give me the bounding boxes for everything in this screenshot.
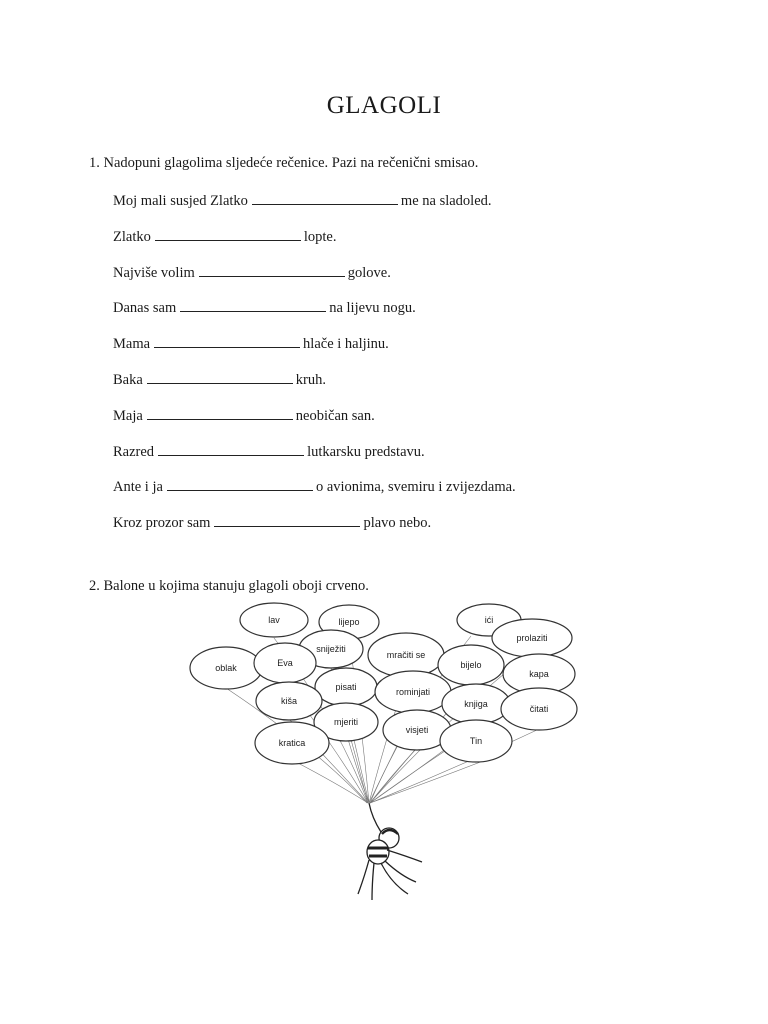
sentence-text-before: Moj mali susjed Zlatko: [113, 193, 248, 209]
balloon-lav[interactable]: [240, 603, 308, 637]
balloon-illustration: [186, 598, 584, 914]
task-2-instruction: 2. Balone u kojima stanuju glagoli oboji crveno.: [89, 578, 369, 594]
sentence-text-before: Danas sam: [113, 300, 177, 317]
balloon-prolaziti[interactable]: [492, 619, 572, 657]
sentence-text-before: Mama: [113, 336, 151, 353]
sentence-1: [113, 191, 516, 227]
balloon-label: rominjati: [395, 687, 431, 697]
balloon-oblak[interactable]: [190, 647, 262, 689]
sentence-6: [113, 370, 516, 406]
sentence-3: [113, 263, 516, 299]
balloon-label: oblak: [215, 663, 237, 673]
balloon-label: bijelo: [460, 660, 482, 670]
balloon-mraciti-se[interactable]: [368, 633, 444, 677]
balloon-label: kapa: [529, 669, 549, 679]
balloon-label: ići: [484, 615, 494, 625]
balloon-citati[interactable]: [501, 688, 577, 730]
child-figure-icon: [358, 803, 422, 900]
balloon-bijelo[interactable]: [438, 645, 504, 685]
page-title: GLAGOLI: [326, 92, 442, 119]
balloon-pisati[interactable]: [315, 668, 377, 706]
answer-blank[interactable]: [252, 191, 398, 205]
sentence-5: [113, 334, 516, 370]
balloon-label: lijepo: [338, 617, 360, 627]
balloon-label: kiša: [280, 696, 298, 706]
balloon-label: Tin: [469, 736, 483, 746]
sentence-text-after: hlače i haljinu.: [303, 336, 389, 353]
answer-blank[interactable]: [214, 513, 360, 527]
sentence-text-after: na lijevu nogu.: [329, 300, 416, 317]
sentence-text-after: golove.: [347, 264, 391, 281]
sentence-text-before: Ante i ja: [113, 479, 163, 496]
sentence-text-after: lopte.: [303, 228, 337, 245]
sentence-text-before: Baka: [113, 371, 143, 388]
answer-blank[interactable]: [155, 227, 301, 241]
balloon-kratica[interactable]: [255, 722, 329, 764]
answer-blank[interactable]: [147, 370, 293, 384]
balloon-label: pisati: [335, 682, 357, 692]
balloon-label: sniježiti: [316, 644, 346, 654]
balloon-label: mjeriti: [334, 717, 358, 727]
sentence-2: [113, 227, 516, 263]
answer-blank[interactable]: [158, 442, 304, 456]
sentence-text-before: Maja: [113, 407, 143, 424]
sentence-text-before: Razred: [113, 443, 155, 460]
answer-blank[interactable]: [199, 263, 345, 277]
task-1-instruction: 1. Nadopuni glagolima sljedeće rečenice. Pazi na rečenični smisao.: [89, 155, 479, 171]
answer-blank[interactable]: [154, 334, 300, 348]
sentence-text-after: plavo nebo.: [363, 515, 432, 532]
balloon-label: lav: [268, 615, 280, 625]
balloon-label: visjeti: [405, 725, 429, 735]
balloon-kisa[interactable]: [256, 682, 322, 720]
balloon-eva[interactable]: [254, 643, 316, 683]
balloon-label: knjiga: [464, 699, 488, 709]
answer-blank[interactable]: [147, 406, 293, 420]
sentence-9: [113, 477, 516, 513]
balloon-label: Eva: [277, 658, 293, 668]
sentence-text-after: lutkarsku predstavu.: [307, 443, 425, 460]
sentence-list: [113, 191, 516, 549]
balloon-label: čitati: [529, 704, 549, 714]
sentence-10: [113, 513, 516, 549]
balloon-label: mračiti se: [386, 650, 426, 660]
balloon-rominjati[interactable]: [375, 671, 451, 713]
balloon-label: prolaziti: [516, 633, 548, 643]
sentence-8: [113, 442, 516, 478]
sentence-text-before: Kroz prozor sam: [113, 515, 211, 532]
balloon-label: kratica: [278, 738, 306, 748]
sentence-text-after: neobičan san.: [295, 407, 375, 424]
sentence-text-before: Najviše volim: [113, 264, 195, 281]
sentence-text-after: kruh.: [295, 371, 327, 388]
answer-blank[interactable]: [180, 298, 326, 312]
sentence-text-before: Zlatko: [113, 228, 151, 245]
sentence-4: [113, 298, 516, 334]
sentence-7: [113, 406, 516, 442]
balloon-tin[interactable]: [440, 720, 512, 762]
balloon-knjiga[interactable]: [442, 684, 510, 724]
answer-blank[interactable]: [167, 477, 313, 491]
sentence-text-after: me na sladoled.: [400, 193, 492, 209]
sentence-text-after: o avionima, svemiru i zvijezdama.: [315, 479, 516, 496]
